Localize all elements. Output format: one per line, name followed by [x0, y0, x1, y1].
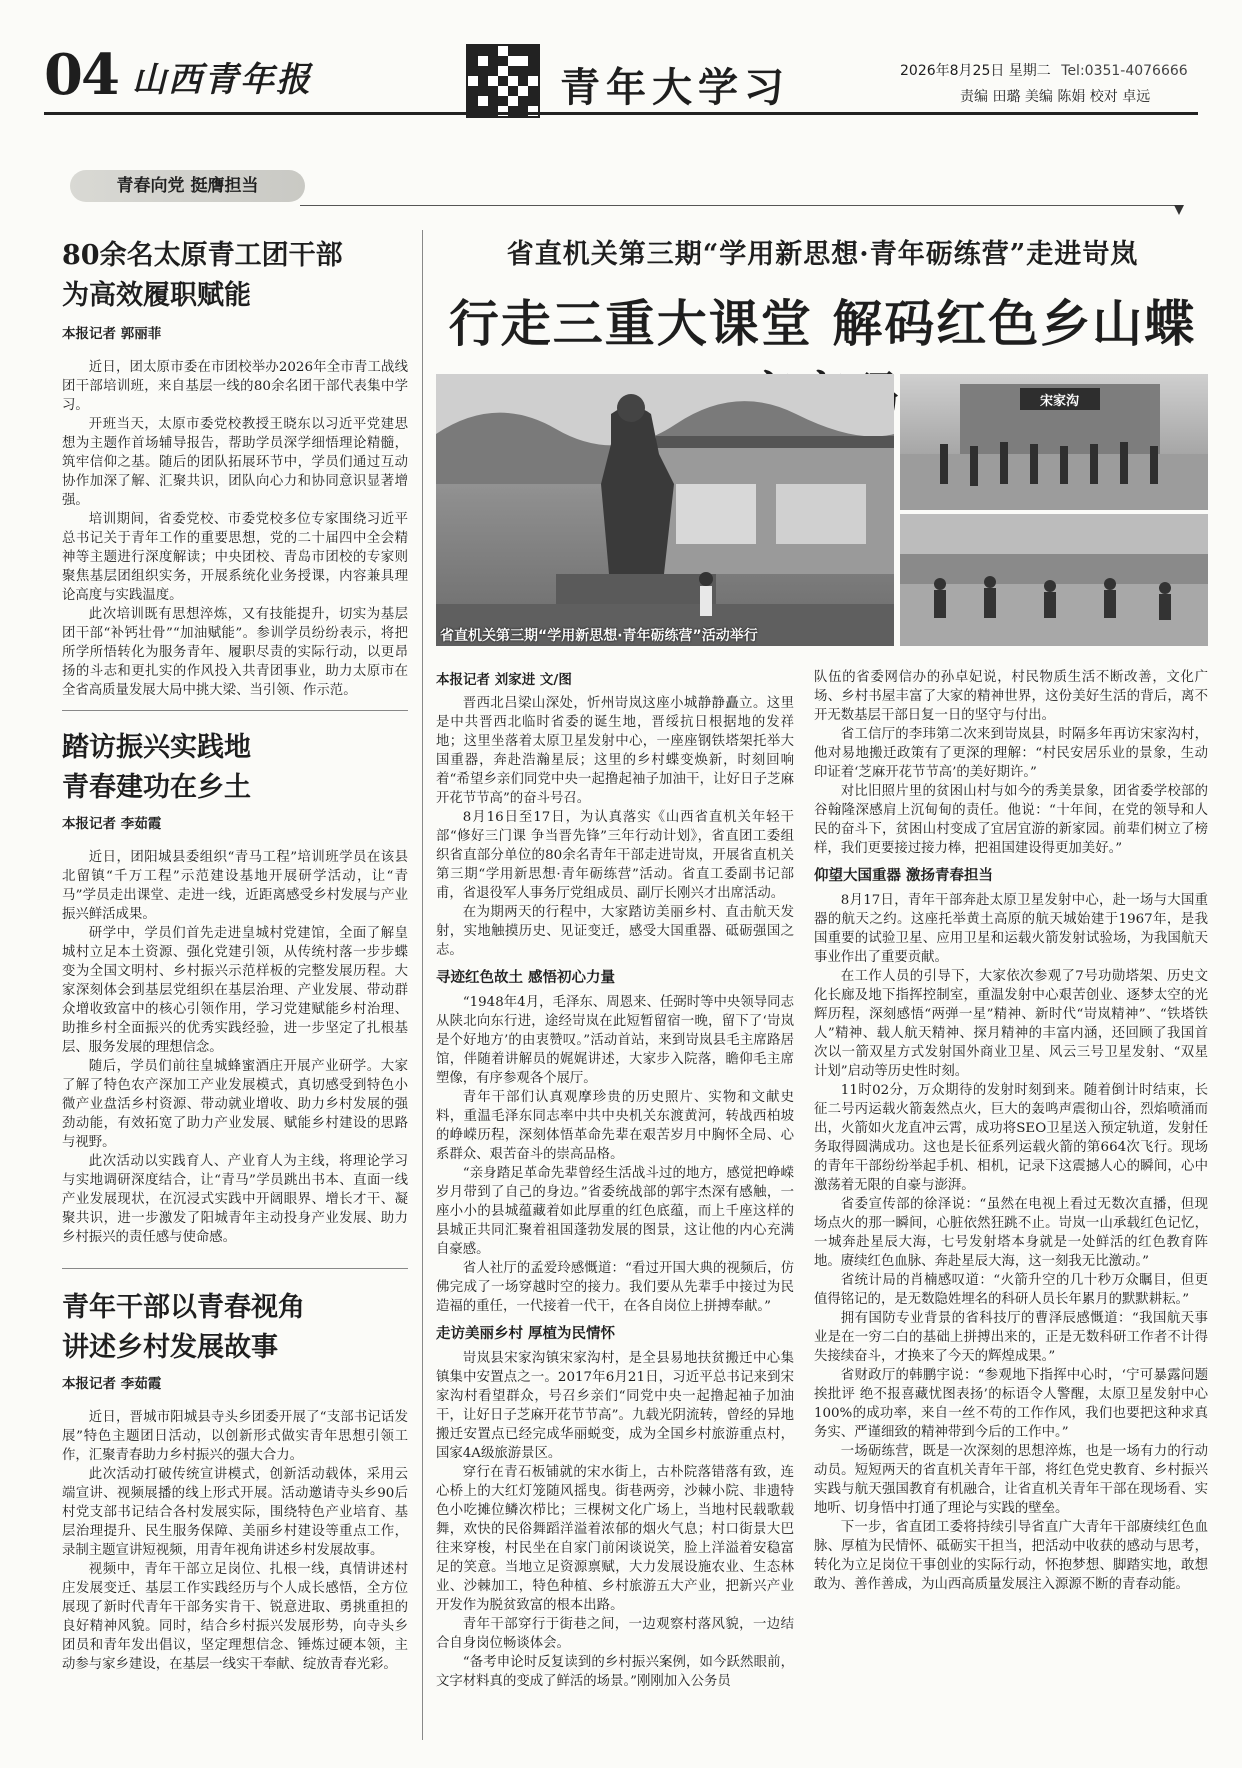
column-separator: [422, 230, 423, 1740]
main-sub3-para: 11时02分，万众期待的发射时刻到来。随着倒计时结束，长征二号丙运载火箭轰然点火，巨大的轰鸣声震彻山谷，烈焰喷涌而出，火箭如火龙直冲云霄，成功将SEO卫星送入预定轨道，发射任务取得圆满成功。这也是长征系列运载火箭的第664次飞行。现场的青年干部纷纷举起手机、相机，记录下这震撼人心的瞬间，心中激荡着无限的自豪与澎湃。: [814, 1083, 1208, 1193]
article3-para: 近日，晋城市阳城县寺头乡团委开展了“支部书记话发展”特色主题团日活动，以创新形式做实青年思想引领工作，汇聚青春助力乡村振兴的强大合力。: [62, 1410, 408, 1463]
subhead-space-launch: 仰望大国重器 激扬青春担当: [814, 867, 994, 884]
main-intro-para: 晋西北吕梁山深处，忻州岢岚这座小城静静矗立。这里是中共晋西北临时省委的诞生地，晋绥抗日根据地的发祥地；这里坐落着太原卫星发射中心，一座座钢铁塔架托举大国重器，奔赴浩瀚星辰；这里的乡村蝶变焕新，时刻回响着“希望乡亲们同党中央一起撸起袖子加油干，让好日子芝麻开花节节高”的奋斗号召。: [436, 696, 794, 806]
main-sub3-para: 一场砺练营，既是一次深刻的思想淬炼，也是一场有力的行动动员。短短两天的省直机关青年干部，将红色党史教育、乡村振兴实践与航天强国教育有机融合，让省直机关青年干部在现场看、实地听、切身悟中打通了理论与实践的壁垒。: [814, 1444, 1208, 1516]
main-kicker: 省直机关第三期“学用新思想·青年砺练营”走进岢岚: [506, 239, 1139, 270]
article1-body: [62, 358, 408, 700]
section-title: 青年大学习: [560, 64, 790, 111]
editors-credit: 责编 田璐 美编 陈娟 校对 卓远: [960, 89, 1151, 105]
main-sub3-para: 下一步，省直团工委将持续引导省直广大青年干部赓续红色血脉、厚植为民情怀、砥砺实干担当，把活动中收获的感动与思考，转化为立足岗位干事创业的实际行动，怀抱梦想、脚踏实地，敢想敢为、善作善成，为山西高质量发展注入源源不断的青春动能。: [814, 1520, 1208, 1592]
main-sub1-para: 青年干部们认真观摩珍贵的历史照片、实物和文献史料，重温毛泽东同志率中共中央机关东渡黄河，转战西柏坡的峥嵘历程，深刻体悟革命先辈在艰苦岁月中胸怀全局、心系群众、艰苦奋斗的崇高品格。: [436, 1090, 794, 1162]
column-banner: 青春向党 挺膺担当: [70, 170, 305, 202]
main-sub2-para: 穿行在青石板铺就的宋水街上，古朴院落错落有致，连心桥上的大红灯笼随风摇曳。街巷两旁，沙棘小院、非遗特色小吃摊位鳞次栉比；三棵树文化广场上，当地村民载歌载舞，欢快的民俗舞蹈洋溢着浓郁的烟火气息；村口街景大巴往来穿梭，村民坐在自家门前闲谈说笑，脸上洋溢着安稳富足的笑意。当地立足资源禀赋，大力发展设施农业、生态林业、沙棘加工，特色种植、乡村旅游五大产业，把新兴产业开发作为脱贫致富的根本出路。: [436, 1465, 794, 1613]
statue-photo: [436, 374, 894, 646]
article1-title-line1: 80余名太原青工团干部: [62, 240, 343, 271]
article2-byline: 本报记者 李茹霞: [62, 816, 162, 832]
article3-title: [62, 1288, 402, 1368]
main-sub1-para: “1948年4月，毛泽东、周恩来、任弼时等中央领导同志从陕北向东行进，途经岢岚在此短暂留宿一晚，留下了‘岢岚是个好地方’的由衷赞叹。”活动首站，来到岢岚县毛主席路居馆，伴随着讲解员的娓娓讲述，大家步入院落，瞻仰毛主席塑像，有序参观各个展厅。: [436, 995, 794, 1086]
article3-title-line2: 讲述乡村发展故事: [62, 1332, 278, 1363]
article2-title-line1: 踏访振兴实践地: [62, 732, 251, 763]
qr-code-icon: [466, 44, 540, 118]
main-col3-para: 队伍的省委网信办的孙卓妃说，村民物质生活不断改善，文化广场、乡村书屋丰富了大家的精神世界，这份美好生活的背后，离不开无数基层干部日复一日的坚守与付出。: [814, 670, 1208, 723]
arrow-down-icon: [1174, 205, 1184, 215]
main-sub1-para: “亲身踏足革命先辈曾经生活战斗过的地方，感觉把峥嵘岁月带到了自己的身边。”省委统战部的郭宇杰深有感触，一座小小的县城蕴藏着如此厚重的红色底蕴，而上千座这样的县城正共同汇聚着祖国蓬勃发展的图景，这让他的内心充满自豪感。: [436, 1166, 794, 1257]
article1-para: 培训期间，省委党校、市委党校多位专家围绕习近平总书记关于青年工作的重要思想，党的二十届四中全会精神等主题进行深度解读；中央团校、青岛市团校的专家则聚焦基层团组织实务，开展系统化业务授课，内容兼具理论高度与实践温度。: [62, 512, 408, 603]
main-sub2-para: “备考申论时反复读到的乡村振兴案例，如今跃然眼前，文字材料真的变成了鲜活的场景。”刚刚加入公务员: [436, 1655, 794, 1689]
article2-title: [62, 728, 402, 808]
page-number: 04: [44, 42, 118, 108]
article1-title: [62, 236, 402, 316]
main-sub1-para: 省人社厅的孟爱玲感慨道：“看过开国大典的视频后，仿佛完成了一场穿越时空的接力。我们要从先辈手中接过为民造福的重任，一代接着一代干，在各自岗位上拼搏奉献。”: [436, 1261, 794, 1314]
main-column-a: [436, 694, 794, 1691]
main-byline: 本报记者 刘家进 文/图: [436, 672, 572, 688]
main-sub3-para: 拥有国防专业背景的省科技厅的曹泽辰感慨道：“我国航天事业是在一穷二白的基础上拼搏出来的，正是无数科研工作者不计得失接续奋斗，才换来了今天的辉煌成果。”: [814, 1311, 1208, 1364]
masthead-logo: 山西青年报: [132, 60, 312, 100]
tel: Tel:0351-4076666: [1061, 63, 1188, 79]
article1-title-line2: 为高效履职赋能: [62, 280, 251, 311]
main-sub2-para: 青年干部穿行于街巷之间，一边观察村落风貌，一边结合自身岗位畅谈体会。: [436, 1617, 794, 1651]
article1-para: 开班当天，太原市委党校教授王晓东以习近平党建思想为主题作首场辅导报告，帮助学员深学细悟理论精髓，筑牢信仰之基。随后的团队拓展环节中，学员们通过互动协作加深了解、汇聚共识，团队向心力和协同意识显著增强。: [62, 417, 408, 508]
village-photo: [900, 374, 1208, 510]
article1-para: 此次培训既有思想淬炼，又有技能提升，切实为基层团干部“补钙壮骨”“加油赋能”。参训学员纷纷表示，将把所学所悟转化为服务青年、履职尽责的实际行动，以更昂扬的斗志和更扎实的作风投入共青团事业，助力太原市在全省高质量发展大局中挑大梁、当引领、作示范。: [62, 607, 408, 698]
article2-para: 此次活动以实践育人、产业育人为主线，将理论学习与实地调研深度结合，让“青马”学员跳出书本、直面一线产业发展现状，在沉浸式实践中开阔眼界、增长才干、凝聚共识，进一步激发了阳城青年主动投身产业发展、助力乡村振兴的责任感与使命感。: [62, 1154, 408, 1245]
main-sub3-para: 在工作人员的引导下，大家依次参观了7号功勋塔架、历史文化长廊及地下指挥控制室，重温发射中心艰苦创业、逐梦太空的光辉历程，深刻感悟“两弹一星”精神、新时代“岢岚精神”、“铁塔铁人”精神、载人航天精神、探月精神的丰富内涵，还回顾了我国首次以一箭双星方式发射国外商业卫星、风云三号卫星发射、“双星计划”启动等历史性时刻。: [814, 969, 1208, 1079]
main-col3-para: 对比旧照片里的贫困山村与如今的秀美景象，团省委学校部的谷翰隆深感肩上沉甸甸的责任。他说：“十年间，在党的领导和人民的奋斗下，贫困山村变成了宜居宜游的新家园。前辈们树立了榜样，我们更要接过接力棒，把祖国建设得更加美好。”: [814, 784, 1208, 856]
banner-rule: [300, 205, 1180, 206]
main-sub3-para: 省委宣传部的徐泽说：“虽然在电视上看过无数次直播，但现场点火的那一瞬间，心脏依然狂跳不止。岢岚一山承载红色记忆，一城奔赴星辰大海，七号发射塔本身就是一处鲜活的红色教育阵地。赓续红色血脉、奔赴星辰大海，这一刻我无比激动。”: [814, 1197, 1208, 1269]
dateline: [900, 60, 1188, 80]
village-sign: 宋家沟: [1040, 394, 1080, 409]
main-sub3-para: 8月17日，青年干部奔赴太原卫星发射中心，赴一场与大国重器的航天之约。这座托举黄土高原的航天城始建于1967年，是我国重要的试验卫星、应用卫星和运载火箭发射试验场，为我国航天事业作出了重要贡献。: [814, 893, 1208, 965]
article2-para: 随后，学员们前往皇城蜂蜜酒庄开展产业研学。大家了解了特色农产深加工产业发展模式，真切感受到特色小微产业盘活乡村资源、带动就业增收、助力乡村发展的强劲动能，有效拓宽了助力产业发展、赋能乡村建设的思路与视野。: [62, 1059, 408, 1150]
article2-para: 近日，团阳城县委组织“青马工程”培训班学员在该县北留镇“千万工程”示范建设基地开展研学活动，让“青马”学员走出课堂、走进一线，近距离感受乡村发展与产业振兴鲜活成果。: [62, 850, 408, 922]
subhead-village: 走访美丽乡村 厚植为民情怀: [436, 1325, 616, 1342]
article2-body: [62, 848, 408, 1247]
main-sub3-para: 省财政厅的韩鹏宇说：“参观地下指挥中心时，‘宁可暴露问题挨批评 绝不报喜藏忧图表扬’的标语令人警醒，太原卫星发射中心100%的成功率，来自一丝不苟的工作作风，我们也要把这种求真务实、严谨细致的精神带到今后的工作中。”: [814, 1368, 1208, 1440]
main-sub2-para: 岢岚县宋家沟镇宋家沟村，是全县易地扶贫搬迁中心集镇集中安置点之一。2017年6月21日，习近平总书记来到宋家沟村看望群众，号召乡亲们“同党中央一起撸起袖子加油干，让好日子芝麻开花节节高”。九载光阴流转，曾经的异地搬迁安置点已经完成华丽蜕变，成为全国乡村旅游重点村，国家4A级旅游景区。: [436, 1351, 794, 1461]
article1-byline: 本报记者 郭丽菲: [62, 326, 162, 342]
main-col3-para: 省工信厅的李玮第二次来到岢岚县，时隔多年再访宋家沟村，他对易地搬迁政策有了更深的理解：“村民安居乐业的景象，生动印证着‘芝麻开花节节高’的美好期许。”: [814, 727, 1208, 780]
divider: [62, 710, 408, 711]
article3-title-line1: 青年干部以青春视角: [62, 1292, 305, 1323]
main-intro-para: 8月16日至17日，为认真落实《山西省直机关年轻干部“修好三门课 争当晋先锋”三年行动计划》，省直团工委组织省直部分单位的80余名青年干部走进岢岚，开展省直机关第三期“学用新思想·青年砺练营”活动。省直工委副书记部甫，省退役军人事务厅党组成员、副厅长刚兴才出席活动。: [436, 810, 794, 901]
subhead-red-history: 寻迹红色故土 感悟初心力量: [436, 969, 616, 986]
article1-para: 近日，团太原市委在市团校举办2026年全市青工战线团干部培训班，来自基层一线的80余名团干部代表集中学习。: [62, 360, 408, 413]
issue-date: 2026年8月25日 星期二: [900, 63, 1051, 79]
article3-byline: 本报记者 李茹霞: [62, 1376, 162, 1392]
article3-para: 视频中，青年干部立足岗位、扎根一线，真情讲述村庄发展变迁、基层工作实践经历与个人成长感悟，全方位展现了新时代青年干部务实肯干、锐意进取、勇挑重担的良好精神风貌。同时，结合乡村振兴发展形势，向寺头乡团员和青年发出倡议，坚定理想信念、锤炼过硬本领，主动参与家乡建设，在基层一线实干奉献、绽放青春光彩。: [62, 1562, 408, 1672]
launch-site-photo: [900, 514, 1208, 646]
article2-title-line2: 青春建功在乡土: [62, 772, 251, 803]
photo-caption: 省直机关第三期“学用新思想·青年砺练营”活动举行: [440, 628, 758, 644]
main-column-b: [814, 668, 1208, 1594]
article3-body: [62, 1408, 408, 1674]
article2-para: 研学中，学员们首先走进皇城村党建馆，全面了解皇城村立足本土资源、强化党建引领，从传统村落一步步蝶变为全国文明村、乡村振兴示范样板的完整发展历程。大家深刻体会到基层党组织在基层治理、产业发展、带动群众增收致富中的核心引领作用，学习党建赋能乡村治理、助推乡村全面振兴的优秀实践经验，进一步坚定了扎根基层、服务发展的理想信念。: [62, 926, 408, 1055]
main-sub3-para: 省统计局的肖楠感叹道：“火箭升空的几十秒万众瞩目，但更值得铭记的，是无数隐姓埋名的科研人员长年累月的默默耕耘。”: [814, 1273, 1208, 1307]
article3-para: 此次活动打破传统宣讲模式，创新活动载体，采用云端宣讲、视频展播的线上形式开展。活动邀请寺头乡90后村党支部书记结合各村发展实际，围绕特色产业培育、基层治理提升、民生服务保障、美丽乡村建设等重点工作，录制主题宣讲短视频，用青年视角讲述乡村发展故事。: [62, 1467, 408, 1558]
divider: [62, 1268, 408, 1269]
main-title: 行走三重大课堂 解码红色乡山蝶: [448, 294, 1197, 353]
main-intro-para: 在为期两天的行程中，大家踏访美丽乡村、直击航天发射，实地触摸历史、见证变迁，感受大国重器、砥砺强国之志。: [436, 905, 794, 958]
header-rule: [44, 112, 1198, 115]
